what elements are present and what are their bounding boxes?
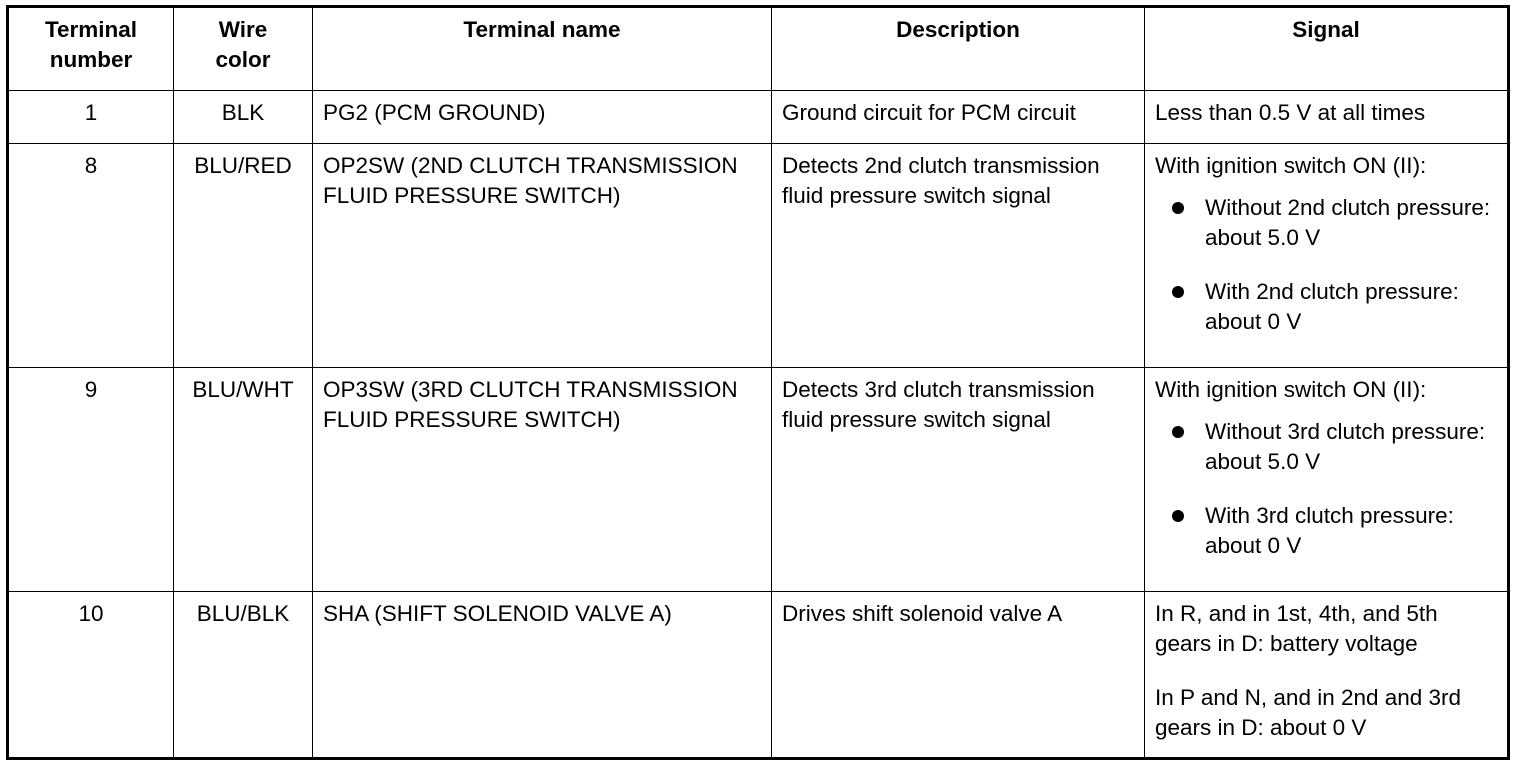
description-cell: Ground circuit for PCM circuit xyxy=(772,91,1145,144)
wire-color-cell: BLK xyxy=(174,91,313,144)
wire-color-cell: BLU/RED xyxy=(174,144,313,368)
table-row xyxy=(8,592,1509,759)
table-row xyxy=(8,368,1509,592)
terminal-name-cell: SHA (SHIFT SOLENOID VALVE A) xyxy=(313,592,772,759)
table-header-row xyxy=(8,7,1509,91)
signal-bullet-list xyxy=(1155,417,1497,561)
bullet-icon xyxy=(1172,202,1184,214)
header-terminal-number-line-2: number xyxy=(49,47,133,72)
header-terminal-name: Terminal name xyxy=(313,7,772,91)
signal-cell xyxy=(1145,592,1509,759)
description-cell: Detects 3rd clutch transmission fluid pressure switch signal xyxy=(772,368,1145,592)
wire-color-cell: BLU/BLK xyxy=(174,592,313,759)
terminal-name-cell: OP2SW (2ND CLUTCH TRANSMISSION FLUID PRESSURE SWITCH) xyxy=(313,144,772,368)
header-wire-color-line-1: Wire xyxy=(218,17,268,42)
signal-cell xyxy=(1145,368,1509,592)
bullet-icon xyxy=(1172,426,1184,438)
header-wire-color-line-2: color xyxy=(215,47,271,72)
signal-bullet-text: Without 3rd clutch pressure: about 5.0 V xyxy=(1205,419,1486,474)
signal-text: Less than 0.5 V at all times xyxy=(1155,100,1426,125)
signal-bullet-item xyxy=(1155,417,1497,477)
table-row xyxy=(8,91,1509,144)
signal-bullet-text: Without 2nd clutch pressure: about 5.0 V xyxy=(1205,195,1491,250)
wire-color-cell: BLU/WHT xyxy=(174,368,313,592)
signal-cell xyxy=(1145,144,1509,368)
terminal-number-cell: 10 xyxy=(8,592,174,759)
signal-paragraph: In P and N, and in 2nd and 3rd gears in D: about 0 V xyxy=(1155,685,1462,740)
header-terminal-number xyxy=(8,7,174,91)
header-signal: Signal xyxy=(1145,7,1509,91)
signal-cell xyxy=(1145,91,1509,144)
description-cell: Drives shift solenoid valve A xyxy=(772,592,1145,759)
signal-paragraph: In R, and in 1st, 4th, and 5th gears in D: battery voltage xyxy=(1155,601,1438,656)
header-wire-color xyxy=(174,7,313,91)
terminal-name-cell: OP3SW (3RD CLUTCH TRANSMISSION FLUID PRESSURE SWITCH) xyxy=(313,368,772,592)
terminal-signal-table xyxy=(6,5,1510,760)
signal-bullet-text: With 2nd clutch pressure: about 0 V xyxy=(1205,279,1459,334)
signal-bullet-list xyxy=(1155,193,1497,337)
table-row xyxy=(8,144,1509,368)
bullet-icon xyxy=(1172,510,1184,522)
description-cell: Detects 2nd clutch transmission fluid pressure switch signal xyxy=(772,144,1145,368)
signal-bullet-item xyxy=(1155,501,1497,561)
signal-bullet-item xyxy=(1155,193,1497,253)
terminal-number-cell: 1 xyxy=(8,91,174,144)
signal-intro: With ignition switch ON (II): xyxy=(1155,377,1427,402)
header-description: Description xyxy=(772,7,1145,91)
signal-bullet-text: With 3rd clutch pressure: about 0 V xyxy=(1205,503,1454,558)
terminal-name-cell: PG2 (PCM GROUND) xyxy=(313,91,772,144)
terminal-number-cell: 9 xyxy=(8,368,174,592)
signal-bullet-item xyxy=(1155,277,1497,337)
terminal-number-cell: 8 xyxy=(8,144,174,368)
bullet-icon xyxy=(1172,286,1184,298)
header-terminal-number-line-1: Terminal xyxy=(44,17,138,42)
signal-intro: With ignition switch ON (II): xyxy=(1155,153,1427,178)
